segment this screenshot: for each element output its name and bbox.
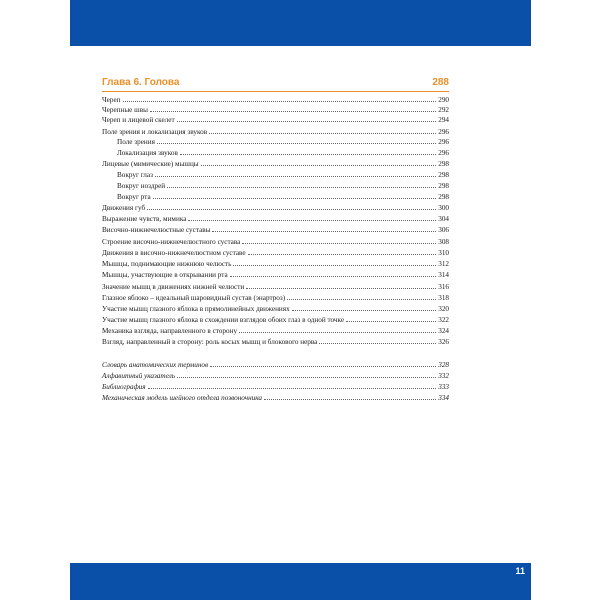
toc-dot-leader <box>209 126 436 134</box>
toc-entry-title: Глазное яблоко – идеальный шаровидный сустав (энартроз) <box>102 294 286 302</box>
toc-dot-leader <box>210 359 436 367</box>
toc-entry-title: Библиография <box>102 383 146 391</box>
toc-entry <box>102 258 449 269</box>
toc-entry <box>102 269 449 280</box>
toc-entry-page: 322 <box>438 316 449 324</box>
toc-entry-title: Значение мышц в движениях нижней челюсти <box>102 283 245 291</box>
toc-entry-page: 296 <box>438 128 449 136</box>
toc-dot-leader <box>167 180 436 188</box>
toc-dot-leader <box>157 136 436 144</box>
toc-entry-title: Вокруг ноздрей <box>117 182 166 190</box>
toc-entry-title: Движения в височно-нижнечелюстном суставе <box>102 249 246 257</box>
toc-entry-page: 294 <box>438 116 449 124</box>
toc-entry-title: Участие мышц глазного яблока в прямолинейных движениях <box>102 305 290 313</box>
toc-entry-page: 314 <box>438 271 449 279</box>
chapter-title: Глава 6. Голова <box>102 77 180 88</box>
toc-dot-leader <box>153 191 437 199</box>
toc-entry <box>102 224 449 235</box>
toc-entry-title: Череп и лицевой скелет <box>102 116 175 124</box>
toc-dot-leader <box>150 104 436 112</box>
toc-entry <box>102 392 449 403</box>
toc-entry-title: Строение височно-нижнечелюстного сустава <box>102 238 241 246</box>
toc-entry-page: 306 <box>438 226 449 234</box>
toc-entry-page: 312 <box>438 260 449 268</box>
toc-entry-title: Механика взгляда, направленного в сторону <box>102 327 238 335</box>
toc-dot-leader <box>246 281 436 289</box>
toc-entry <box>102 303 449 314</box>
toc-entry <box>102 158 449 169</box>
toc-entry-title: Движения губ <box>102 204 146 212</box>
toc-entry <box>102 370 449 381</box>
toc-entry-title: Мышцы, поднимающие нижнюю челюсть <box>102 260 232 268</box>
toc-dot-leader <box>177 114 437 122</box>
toc-entry <box>102 359 449 370</box>
toc-entry <box>102 381 449 392</box>
toc-dot-leader <box>123 94 437 102</box>
toc-entry-page: 324 <box>438 327 449 335</box>
toc-entry-page: 310 <box>438 249 449 257</box>
toc-entry <box>117 147 449 158</box>
toc-dot-leader <box>248 247 437 255</box>
toc-entry-page: 298 <box>438 193 449 201</box>
toc-entry <box>117 180 449 191</box>
toc-entry-title: Алфавитный указатель <box>102 372 176 380</box>
toc-entry-page: 290 <box>438 96 449 104</box>
toc-dot-leader <box>319 336 436 344</box>
toc-entry-title: Височно-нижнечелюстные суставы <box>102 226 211 234</box>
toc-entry-page: 296 <box>438 138 449 146</box>
toc-entry <box>102 247 449 258</box>
toc-entry <box>102 336 449 347</box>
bottom-color-bar <box>70 563 531 600</box>
toc-dot-leader <box>155 169 436 177</box>
toc-entry-title: Механическая модель шейного отдела позвоночника <box>102 394 263 402</box>
toc-entry-page: 304 <box>438 215 449 223</box>
toc-entry-title: Вокруг рта <box>117 193 151 201</box>
toc-entry <box>102 236 449 247</box>
toc-entry-title: Участие мышц глазного яблока в схождении взглядов обоих глаз в одной точке <box>102 316 345 324</box>
toc-entry-page: 298 <box>438 171 449 179</box>
toc-entry-page: 328 <box>438 361 449 369</box>
toc-entry-page: 316 <box>438 283 449 291</box>
toc-entry-title: Вокруг глаз <box>117 171 153 179</box>
toc-entry <box>102 114 449 125</box>
toc-entry-page: 334 <box>438 394 449 402</box>
toc-entry-page: 298 <box>438 160 449 168</box>
toc-entry-page: 300 <box>438 204 449 212</box>
toc-dot-leader <box>292 303 437 311</box>
toc-entry <box>102 202 449 213</box>
toc-dot-leader <box>230 269 436 277</box>
toc-entry-title: Черепные швы <box>102 106 148 114</box>
toc-entry-page: 296 <box>438 149 449 157</box>
toc-dot-leader <box>177 370 436 378</box>
toc-dot-leader <box>147 202 436 210</box>
toc-dot-leader <box>180 147 436 155</box>
toc-entry <box>117 169 449 180</box>
toc-entry-page: 320 <box>438 305 449 313</box>
page-number: 11 <box>515 566 525 576</box>
toc-entry-page: 332 <box>438 372 449 380</box>
toc-entry <box>102 281 449 292</box>
toc-dot-leader <box>264 392 436 400</box>
top-color-bar <box>70 0 531 46</box>
toc-dot-leader <box>239 325 436 333</box>
toc-entry-title: Поле зрения и локализация звуков <box>102 128 208 136</box>
toc-entry-page: 318 <box>438 294 449 302</box>
toc-entry-title: Локализация звуков <box>117 149 178 157</box>
toc-entry <box>102 325 449 336</box>
toc-entry <box>117 191 449 202</box>
toc-dot-leader <box>148 381 437 389</box>
chapter-header <box>102 77 449 92</box>
toc-dot-leader <box>188 213 436 221</box>
toc-entry <box>117 136 449 147</box>
toc-dot-leader <box>346 314 436 322</box>
toc-entry-title: Словарь анатомических терминов <box>102 361 209 369</box>
toc-dot-leader <box>287 292 436 300</box>
toc-entry-title: Череп <box>102 96 121 104</box>
toc-entry-page: 292 <box>438 106 449 114</box>
toc-entry <box>102 314 449 325</box>
toc-entry-page: 326 <box>438 338 449 346</box>
toc-entry-page: 308 <box>438 238 449 246</box>
toc-entry-title: Взгляд, направленный в сторону: роль косых мышц и блокового нерва <box>102 338 318 346</box>
toc-entry <box>102 213 449 224</box>
toc-entry-page: 298 <box>438 182 449 190</box>
toc-entry-title: Мышцы, участвующие в открывании рта <box>102 271 228 279</box>
toc-entry-page: 333 <box>438 383 449 391</box>
toc-dot-leader <box>233 258 436 266</box>
chapter-page-number: 288 <box>432 77 449 88</box>
toc-entry-title: Поле зрения <box>117 138 155 146</box>
toc-dot-leader <box>242 236 436 244</box>
toc-entry-title: Лицевые (мимические) мышцы <box>102 160 199 168</box>
toc-dot-leader <box>201 158 437 166</box>
toc-dot-leader <box>212 224 436 232</box>
toc-entry-title: Выражение чувств, мимика <box>102 215 187 223</box>
toc-entry <box>102 292 449 303</box>
